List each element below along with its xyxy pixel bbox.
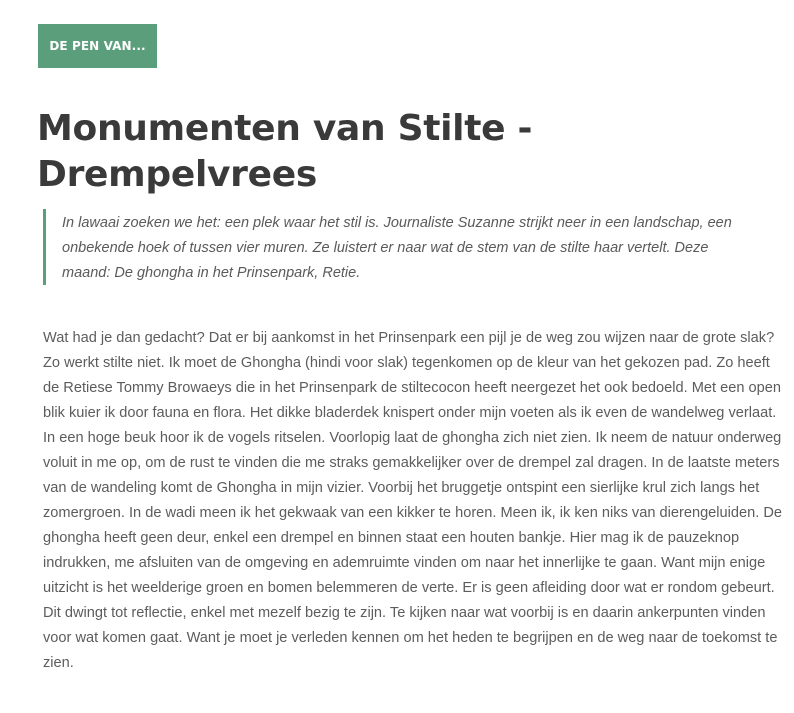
page-title: Monumenten van Stilte - Drempelvrees [37,108,533,195]
category-badge[interactable]: DE PEN VAN... [38,24,157,68]
intro-quote: In lawaai zoeken we het: een plek waar het stil is. Journaliste Suzanne strijkt neer in een landschap, een onbekende hoek of tussen vier muren. Ze luistert er naar wat de stem van de stilte haar vertelt. Deze maand: De ghongha in het Prinsenpark, Retie. [43,209,743,285]
article-body: Wat had je dan gedacht? Dat er bij aankomst in het Prinsenpark een pijl je de weg zou wijzen naar de grote slak? Zo werkt stilte niet. Ik moet de Ghongha (hindi voor slak) tegenkomen op de kleur van het gekozen pad. Zo heeft de Retiese Tommy Browaeys die in het Prinsenpark de stiltecocon heeft neergezet het ook bedoeld. Met een open blik kuier ik door fauna en flora. Het dikke bladerdek knispert onder mijn voeten als ik even de wandelweg verlaat. In een hoge beuk hoor ik de vogels ritselen. Voorlopig laat de ghongha zich niet zien. Ik neem de natuur onderweg voluit in me op, om de rust te vinden die me straks gemakkelijker over de drempel zal dragen. In de laatste meters van de wandeling komt de Ghongha in mijn vizier. Voorbij het bruggetje ontspint een sierlijke krul zich langs het zomergroen. In de wadi meen ik het gekwaak van een kikker te horen. Meen ik, ik ken niks van dierengeluiden. De ghongha heeft geen deur, enkel een drempel en binnen staat een houten bankje. Hier mag ik de pauzeknop indrukken, me afsluiten van de omgeving en ademruimte vinden om naar het innerlijke te gaan. Want mijn enige uitzicht is het weelderige groen en bomen belemmeren de verte. Er is geen afleiding door wat er rondom gebeurt. Dit dwingt tot reflectie, enkel met mezelf bezig te zijn. Te kijken naar wat voorbij is en daarin ankerpunten vinden voor wat komen gaat. Want je moet je verleden kennen om het heden te begrijpen en de weg naar de toekomst te zien. [43,330,783,671]
